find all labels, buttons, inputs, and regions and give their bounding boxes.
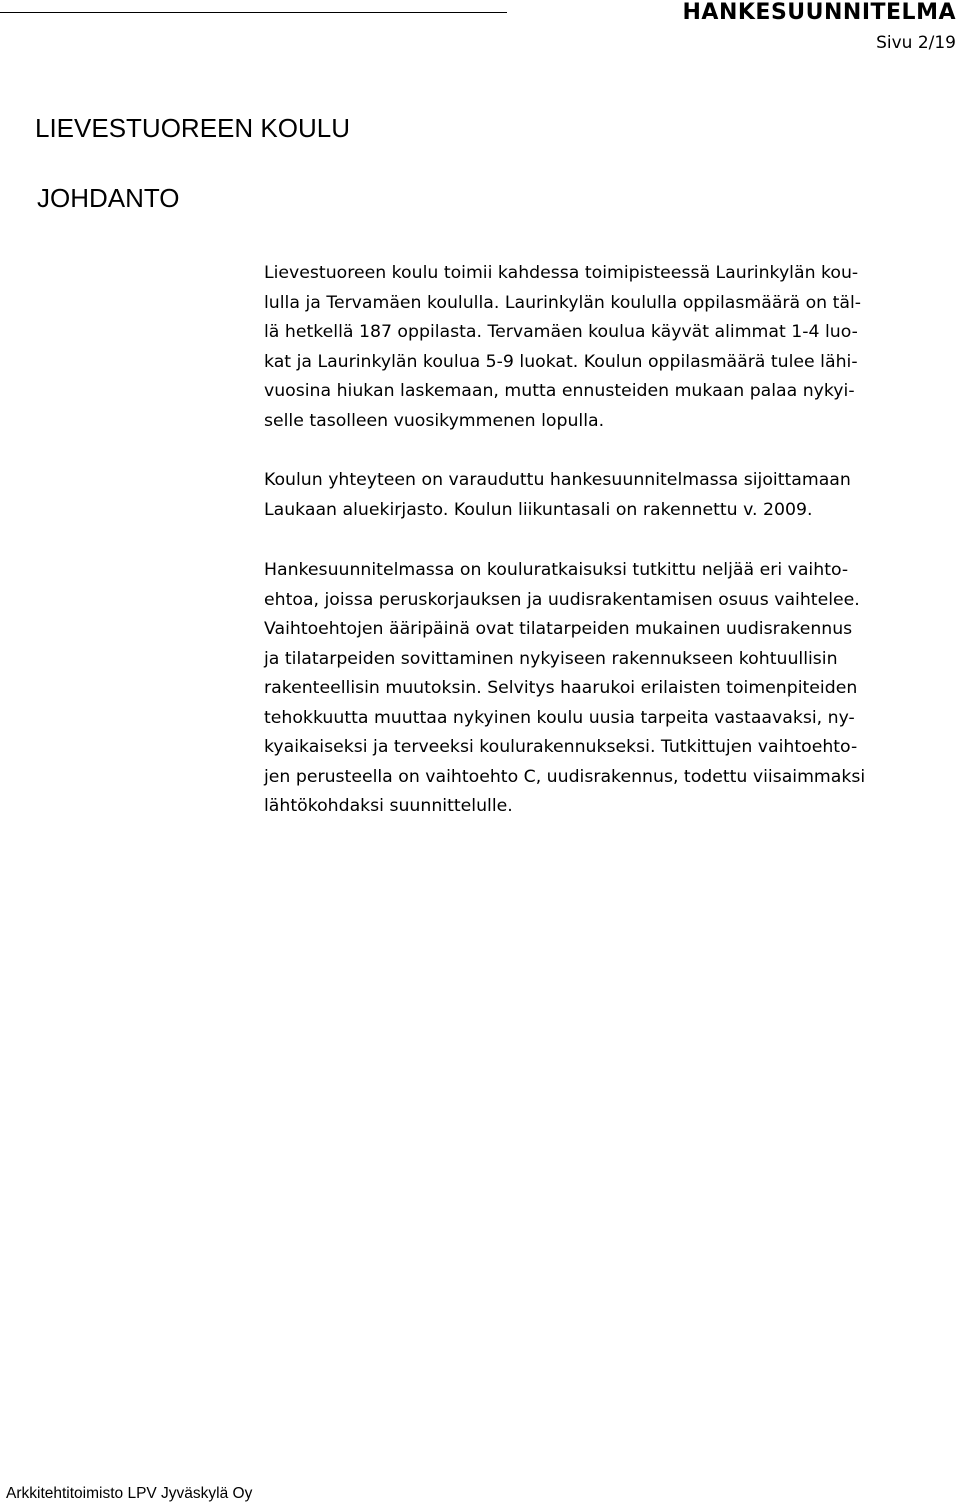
paragraph-line: kat ja Laurinkylän koulua 5-9 luokat. Koulun oppilasmäärä tulee lähi-: [264, 351, 858, 372]
header-title: HANKESUUNNITELMA: [682, 0, 956, 25]
paragraph-line: Lievestuoreen koulu toimii kahdessa toimipisteessä Laurinkylän kou-: [264, 263, 859, 283]
footer-company: Arkkitehtitoimisto LPV Jyväskylä Oy: [6, 1485, 253, 1502]
paragraph-line: Hankesuunnitelmassa on kouluratkaisuksi tutkittu neljää eri vaihto-: [264, 560, 849, 580]
section-title: JOHDANTO: [37, 183, 180, 213]
paragraph-library: [264, 466, 960, 525]
paragraph-line: tehokkuutta muuttaa nykyinen koulu uusia tarpeita vastaavaksi, ny-: [264, 707, 855, 728]
paragraph-line: lä hetkellä 187 oppilasta. Tervamäen koulua käyvät alimmat 1-4 luo-: [264, 322, 858, 342]
paragraph-line: lähtökohdaksi suunnittelulle.: [264, 796, 513, 816]
paragraph-line: Koulun yhteyteen on varauduttu hankesuunnitelmassa sijoittamaan: [264, 470, 851, 490]
paragraph-line: selle tasolleen vuosikymmenen lopulla.: [264, 410, 605, 431]
paragraph-line: kyaikaiseksi ja terveeksi koulurakennukseksi. Tutkittujen vaihtoehto-: [264, 737, 858, 757]
paragraph-line: rakenteellisin muutoksin. Selvitys haarukoi erilaisten toimenpiteiden: [264, 678, 858, 698]
paragraph-line: vuosina hiukan laskemaan, mutta ennusteiden mukaan palaa nykyi-: [264, 381, 855, 401]
paragraph-line: Vaihtoehtojen ääripäinä ovat tilatarpeiden mukainen uudisrakennus: [264, 619, 853, 639]
document-title: LIEVESTUOREEN KOULU: [35, 113, 350, 143]
paragraph-intro: [264, 259, 960, 436]
paragraph-line: ja tilatarpeiden sovittaminen nykyiseen rakennukseen kohtuullisin: [264, 648, 838, 669]
page-number: Sivu 2/19: [876, 33, 956, 53]
paragraph-alternatives: [264, 556, 960, 822]
paragraph-line: lulla ja Tervamäen koululla. Laurinkylän koululla oppilasmäärä on täl-: [264, 292, 862, 313]
paragraph-line: Laukaan aluekirjasto. Koulun liikuntasali on rakennettu v. 2009.: [264, 499, 813, 520]
paragraph-line: jen perusteella on vaihtoehto C, uudisrakennus, todettu viisaimmaksi: [264, 766, 866, 787]
header-rule: [0, 12, 507, 13]
paragraph-line: ehtoa, joissa peruskorjauksen ja uudisrakentamisen osuus vaihtelee.: [264, 589, 860, 610]
